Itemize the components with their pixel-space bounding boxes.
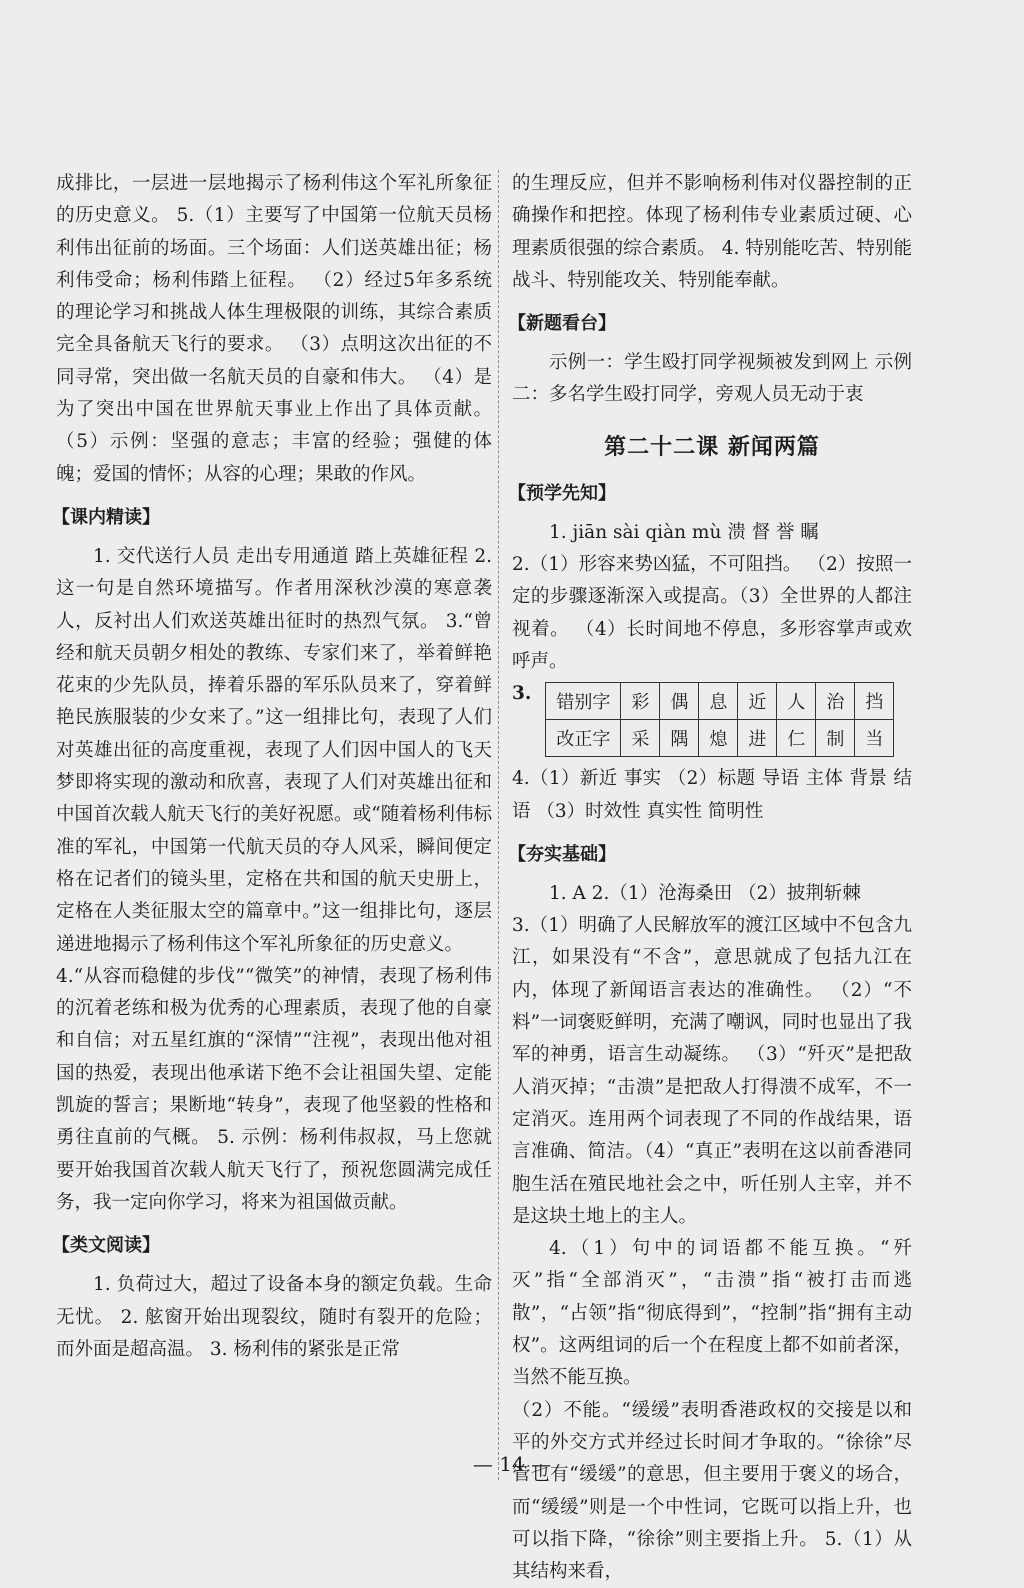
- table-cell: 息: [699, 683, 738, 720]
- paragraph: 4.（1）新近 事实 （2）标题 导语 主体 背景 结语 （3）时效性 真实性 简明性: [512, 768, 912, 822]
- section-heading: 【新题看台】: [508, 313, 616, 335]
- paragraph: 1. 交代送行人员 走出专用通道 踏上英雄征程 2. 这一句是自然环境描写。作者用深秋沙漠的寒意袭人，反衬出人们欢送英雄出征时的热烈气氛。 3.“曾经和航天员朝夕相处的教练、专家们来了，举着鲜艳花束的少先队员，捧着乐器的军乐队员来了，穿着鲜艳民族服装的少女来了。”这一组排比句，表现了人们对英雄出征的高度重视，表现了人们因中国人的飞天梦即将实现的激动和欣喜，表现了人们对英雄出征和中国首次载人航天飞行的美好祝愿。或“随着杨利伟标准的军礼，中国第一代航天员的夺人风采，瞬间便定格在记者们的镜头里，定格在共和国的航天史册上，定格在人类征服太空的篇章中。”这一组排比句，逐层递进地揭示了杨利伟这个军礼所象征的历史意义。: [56, 545, 492, 955]
- left-column: [52, 168, 492, 1366]
- paragraph: （2）不能。“缓缓”表明香港政权的交接是以和平的外交方式并经过长时间才争取的。“徐徐”尽管也有“缓缓”的意思，但主要用于褒义的场合，而“缓缓”则是一个中性词，它既可以指上升，也可以指下降，“徐徐”则主要指上升。 5.（1）从其结构来看，: [512, 1399, 912, 1583]
- page-number: — 14 —: [472, 1452, 552, 1476]
- paragraph: 4.（1）句中的词语都不能互换。“歼灭”指“全部消灭”，“击溃”指“被打击而逃散”，“占领”指“彻底得到”，“控制”指“拥有主动权”。这两组词的后一个在程度上都不如前者深，当然不能互换。: [512, 1238, 912, 1389]
- right-column: [508, 168, 912, 1588]
- table-row: [546, 720, 894, 757]
- table-cell: 隅: [660, 720, 699, 757]
- table-cell: 偶: [660, 683, 699, 720]
- section-heading: 【预学先知】: [508, 482, 616, 504]
- table-cell: 近: [738, 683, 777, 720]
- lesson-title: 第二十二课 新闻两篇: [604, 434, 820, 460]
- table-cell: 错别字: [546, 683, 621, 720]
- table-cell: 仁: [777, 720, 816, 757]
- table-row: [546, 683, 894, 720]
- paragraph: 1. jiān sài qiàn mù 溃 督 誉 瞩: [549, 521, 819, 543]
- paragraph: 1. A 2.（1）沧海桑田 （2）披荆斩棘: [549, 882, 861, 904]
- table-cell: 改正字: [546, 720, 621, 757]
- table-cell: 当: [855, 720, 894, 757]
- section-heading: 【夯实基础】: [508, 843, 616, 865]
- paragraph: 4.“从容而稳健的步伐”“微笑”的神情，表现了杨利伟的沉着老练和极为优秀的心理素质，表现了他的自豪和自信；对五星红旗的“深情”“注视”，表现出他对祖国的热爱，表现出他承诺下绝不会让祖国失望、定能凯旋的誓言；果断地“转身”，表现了他坚毅的性格和勇往直前的气概。 5. 示例：杨利伟叔叔，马上您就要开始我国首次载人航天飞行了，预祝您圆满完成任务，我一定向你学习，将来为祖国做贡献。: [56, 965, 492, 1213]
- table-cell: 挡: [855, 683, 894, 720]
- item-number: 3.: [512, 683, 532, 705]
- section-heading: 【类文阅读】: [52, 1235, 160, 1257]
- table-block: [512, 678, 912, 763]
- correction-table: [545, 682, 894, 757]
- paragraph: 成排比，一层进一层地揭示了杨利伟这个军礼所象征的历史意义。 5.（1）主要写了中国第一位航天员杨利伟出征前的场面。三个场面：人们送英雄出征；杨利伟受命；杨利伟踏上征程。 （2）经过5年多系统的理论学习和挑战人体生理极限的训练，其综合素质完全具备航天飞行的要求。 （3）点明这次出征的不同寻常，突出做一名航天员的自豪和伟大。 （4）是为了突出中国在世界航天事业上作出了具体贡献。 （5）示例：坚强的意志；丰富的经验；强健的体魄；爱国的情怀；从容的心理；果敢的作风。: [56, 173, 492, 485]
- column-divider: [498, 170, 499, 1480]
- table-cell: 人: [777, 683, 816, 720]
- paragraph: 的生理反应，但并不影响杨利伟对仪器控制的正确操作和把控。体现了杨利伟专业素质过硬、心理素质很强的综合素质。 4. 特别能吃苦、特别能战斗、特别能攻关、特别能奉献。: [512, 173, 912, 291]
- table-cell: 制: [816, 720, 855, 757]
- table-cell: 治: [816, 683, 855, 720]
- paragraph: 2.（1）形容来势凶猛，不可阻挡。 （2）按照一定的步骤逐渐深入或提高。（3）全世界的人都注视着。 （4）长时间地不停息，多形容掌声或欢呼声。: [512, 554, 912, 672]
- section-heading: 【课内精读】: [52, 506, 160, 528]
- table-cell: 采: [621, 720, 660, 757]
- paragraph: 3.（1）明确了人民解放军的渡江区域中不包含九江，如果没有“不含”，意思就成了包括九江在内，体现了新闻语言表达的准确性。 （2）“不料”一词褒贬鲜明，充满了嘲讽，同时也显出了我军的神勇，语言生动凝练。 （3）“歼灭”是把敌人消灭掉；“击溃”是把敌人打得溃不成军，不一定消灭。连用两个词表现了不同的作战结果，语言准确、简洁。（4）“真正”表明在这以前香港同胞生活在殖民地社会之中，听任别人主宰，并不是这块土地上的主人。: [512, 915, 912, 1227]
- table-cell: 进: [738, 720, 777, 757]
- paragraph: 示例一：学生殴打同学视频被发到网上 示例二：多名学生殴打同学，旁观人员无动于衷: [512, 352, 912, 406]
- paragraph: 1. 负荷过大，超过了设备本身的额定负载。生命无忧。 2. 舷窗开始出现裂纹，随时有裂开的危险；而外面是超高温。 3. 杨利伟的紧张是正常: [56, 1274, 492, 1360]
- table-cell: 彩: [621, 683, 660, 720]
- table-cell: 熄: [699, 720, 738, 757]
